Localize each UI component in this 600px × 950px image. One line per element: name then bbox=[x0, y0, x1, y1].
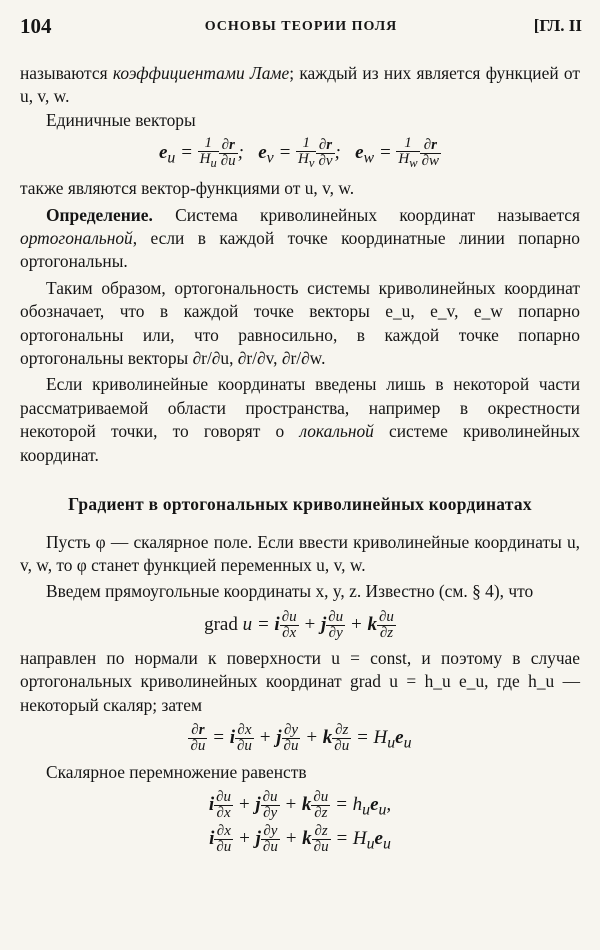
formula-dr-du: $\frac{\partial r}{\partial u}$ = i $\frac{\partial x}{\partial u}$ + j $\frac{\partial y}{\partial u}$ + k $\frac{\partial z}{\partial u}$ = $H_ue_u$ bbox=[190, 721, 412, 754]
formula-grad-u: grad u = i $\frac{\partial u}{\partial x}$ + j $\frac{\partial u}{\partial y}$ + k $\frac{\partial u}{\partial z}$ bbox=[204, 608, 394, 641]
text-span: называются bbox=[20, 63, 113, 83]
paragraph-unit-vectors: Единичные векторы bbox=[46, 109, 196, 130]
text-span: ; каждый из них является функцией от u, v, w. bbox=[20, 63, 581, 107]
term-orthogonal: ортогональной bbox=[20, 228, 133, 249]
paragraph-scalar-product: Скалярное перемножение равенств bbox=[46, 762, 307, 782]
page-number: 104 bbox=[20, 14, 52, 38]
formula-equality-1: i $\frac{\partial u}{\partial x}$ + j $\frac{\partial u}{\partial y}$ + k $\frac{\partial u}{\partial z}$ = $h_ue_u$, bbox=[208, 789, 392, 822]
paragraph-lame bbox=[20, 62, 580, 109]
definition-label: Определение. bbox=[46, 204, 153, 225]
paragraph-normal: направлен по нормали к поверхности u = const, и поэтому в случае ортогональных криволинейных координат grad u = h_u e_u, где h_u — некоторый скаляр; затем bbox=[20, 647, 580, 715]
text-span: Если криволинейные координаты введены лишь в некоторой части рассматриваемой области пространства, например в окрестности некоторой точки, то говорят о bbox=[20, 374, 580, 442]
section-heading: Градиент в ортогональных криволинейных координатах bbox=[68, 494, 532, 515]
formula-unit-vectors: $e_u$ = $\frac{1}{H_u}$ $\frac{\partial r}{\partial u}$ ; $e_v$ = $\frac{1}{H_v}$ $\frac{\partial r}{\partial v}$ ; $e_w$ = $\frac{1}{H_w}$ $\frac{\partial r}{\partial w}$ bbox=[158, 135, 440, 171]
page-header bbox=[20, 14, 582, 42]
paragraph-orthogonality: Таким образом, ортогональность системы криволинейных координат обозначает, что в каждой точке векторы e_u, e_v, e_w попарно ортогональны или, что равносильно, в каждой точке попарно ортогональны векторы ∂r/∂u, ∂r/∂v, ∂r/∂w. bbox=[20, 277, 580, 369]
paragraph-rect-coords: Введем прямоугольные координаты x, y, z. Известно (см. § 4), что bbox=[46, 581, 534, 602]
paragraph-definition bbox=[20, 204, 580, 274]
text-span: , если в каждой точке координатные линии попарно ортогональны. bbox=[20, 228, 580, 272]
paragraph-vector-functions: также являются вектор-функциями от u, v, w. bbox=[20, 178, 355, 199]
running-title: ОСНОВЫ ТЕОРИИ ПОЛЯ bbox=[204, 19, 398, 34]
text-span: системе криволинейных координат. bbox=[20, 421, 581, 465]
formula-equality-2: i $\frac{\partial x}{\partial u}$ + j $\frac{\partial y}{\partial u}$ + k $\frac{\partial z}{\partial u}$ = $H_ue_u$ bbox=[209, 823, 391, 856]
text-span: Система криволинейных координат называется bbox=[152, 204, 580, 225]
chapter-label: [ГЛ. II bbox=[533, 16, 582, 35]
term-local: локальной bbox=[299, 421, 374, 442]
paragraph-local bbox=[20, 373, 580, 467]
paragraph-scalar-field: Пусть φ — скалярное поле. Если ввести криволинейные координаты u, v, w, то φ станет функцией переменных u, v, w. bbox=[20, 531, 580, 575]
term-lame: коэффициентами Ламе bbox=[112, 63, 290, 83]
page-body bbox=[20, 62, 580, 859]
